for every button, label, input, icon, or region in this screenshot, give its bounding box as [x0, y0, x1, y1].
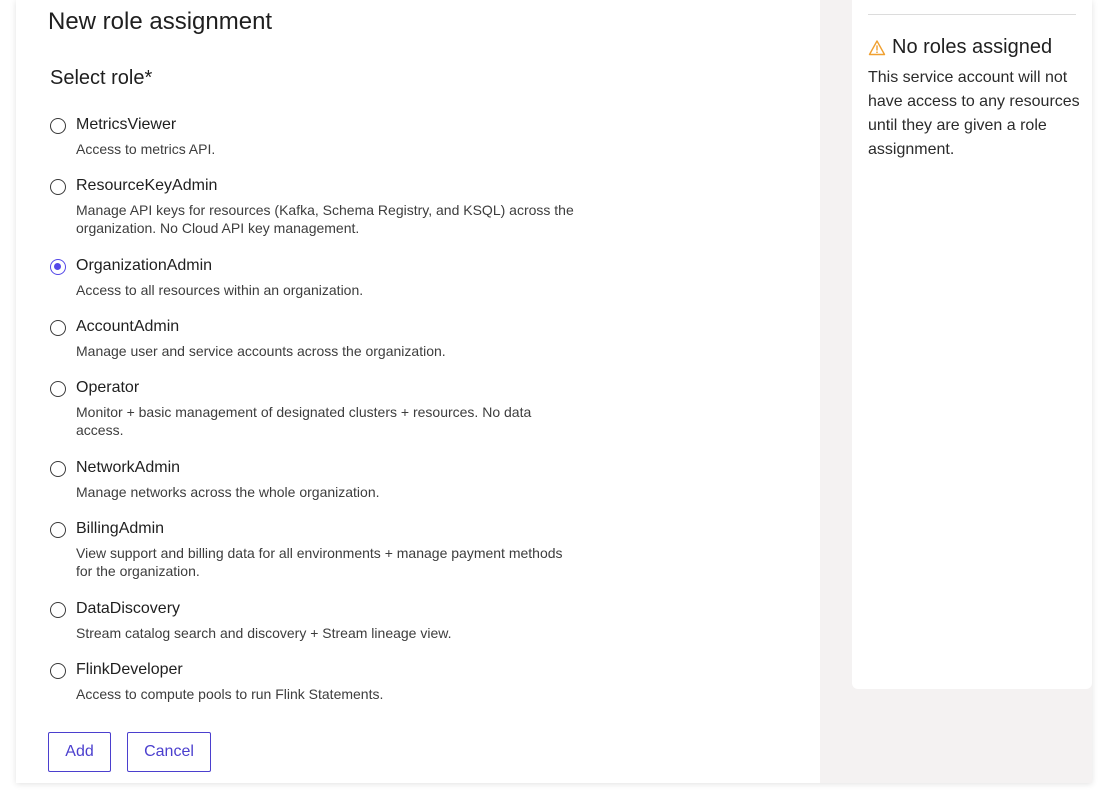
warning-message: This service account will not have access to any resources until they are given a role assignment. [868, 69, 1080, 158]
radio-flinkdeveloper[interactable] [50, 663, 66, 679]
role-name: MetricsViewer [76, 116, 177, 133]
role-name: DataDiscovery [76, 600, 181, 617]
role-description: Manage user and service accounts across the organization. [76, 343, 446, 359]
role-description: Monitor + basic management of designated clusters + resources. No data access. [76, 404, 532, 438]
role-name: OrganizationAdmin [76, 257, 213, 274]
cancel-button[interactable]: Cancel [127, 732, 211, 772]
side-area [820, 0, 1092, 783]
role-description: Stream catalog search and discovery + Stream lineage view. [76, 625, 452, 641]
role-name: NetworkAdmin [76, 459, 181, 476]
role-description: View support and billing data for all environments + manage payment methods for the organization. [76, 545, 563, 579]
role-name: AccountAdmin [76, 318, 180, 335]
radio-billingadmin[interactable] [50, 522, 66, 538]
role-description: Access to compute pools to run Flink Statements. [76, 686, 384, 702]
select-role-label: Select role* [50, 67, 153, 89]
add-button[interactable]: Add [48, 732, 111, 772]
role-description: Access to all resources within an organization. [76, 282, 364, 298]
warning-triangle-icon [868, 39, 886, 57]
role-name: FlinkDeveloper [76, 661, 183, 678]
page-title: New role assignment [48, 8, 273, 35]
role-summary-panel [852, 0, 1092, 689]
divider [868, 14, 1076, 15]
radio-networkadmin[interactable] [50, 461, 66, 477]
role-assignment-card [16, 0, 1092, 783]
radio-operator[interactable] [50, 381, 66, 397]
role-description: Manage API keys for resources (Kafka, Schema Registry, and KSQL) across the organization. No Cloud API key management. [76, 202, 574, 236]
role-name: Operator [76, 379, 140, 396]
role-description: Access to metrics API. [76, 141, 216, 157]
role-name: BillingAdmin [76, 520, 165, 537]
radio-organizationadmin[interactable] [50, 259, 66, 275]
role-name: ResourceKeyAdmin [76, 177, 218, 194]
radio-resourcekeyadmin[interactable] [50, 179, 66, 195]
role-description: Manage networks across the whole organization. [76, 484, 380, 500]
role-assignment-form [16, 0, 820, 783]
warning-title: No roles assigned [892, 36, 1053, 58]
radio-accountadmin[interactable] [50, 320, 66, 336]
radio-metricsviewer[interactable] [50, 118, 66, 134]
radio-datadiscovery[interactable] [50, 602, 66, 618]
no-roles-heading [868, 36, 1052, 59]
